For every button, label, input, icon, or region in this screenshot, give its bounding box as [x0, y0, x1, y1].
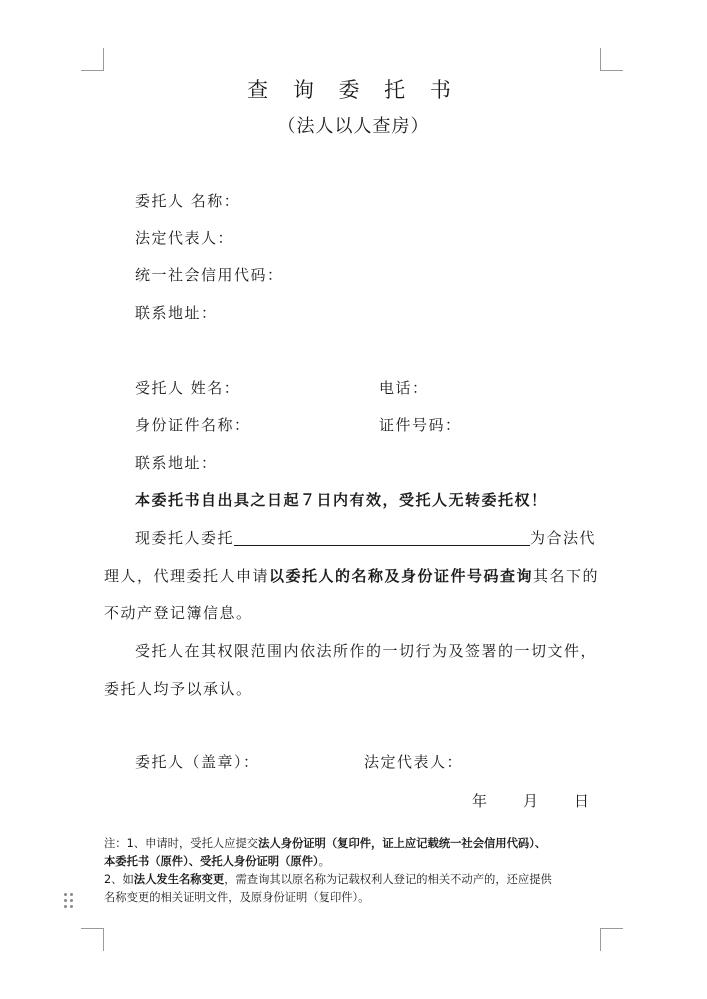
body-p2-line1: 受托人在其权限范围内依法所作的一切行为及签署的一切文件，: [135, 642, 598, 660]
agent-id-number-label: 证件号码：: [379, 416, 462, 434]
principal-name-label: 委托人 名称：: [135, 192, 241, 210]
agent-fill-in-blank: [234, 529, 530, 546]
notes-section: [104, 835, 609, 907]
note-2-prefix: 2、如: [104, 873, 134, 886]
page-corner-mark-bottom-left: [81, 928, 104, 951]
body-p1-line1: [135, 527, 596, 548]
note-1-line2-end: 。: [318, 855, 330, 868]
note-1-bold: 法人身份证明（复印件，证上应记载统一社会信用代码）、: [258, 837, 547, 850]
document-title: 查 询 委 托 书: [247, 78, 460, 102]
document-subtitle: （法人以人查房）: [277, 116, 430, 137]
page-corner-mark-top-left: [81, 48, 104, 71]
page-corner-mark-bottom-right: [600, 928, 623, 951]
agent-name-label: 受托人 姓名：: [135, 379, 241, 397]
note-1-line1: [104, 835, 609, 853]
note-2-line1: [104, 871, 609, 889]
principal-legal-rep-label: 法定代表人：: [135, 229, 235, 247]
body-p1-line1-after: 为合法代: [530, 529, 597, 547]
drag-handle-icon[interactable]: [63, 893, 75, 909]
note-1-line2: [104, 853, 609, 871]
note-2-bold: 法人发生名称变更: [133, 873, 225, 886]
signature-legal-rep-label: 法定代表人：: [364, 753, 464, 771]
body-p2-line2: 委托人均予以承认。: [104, 680, 253, 698]
agent-address-label: 联系地址：: [135, 454, 218, 472]
principal-address-label: 联系地址：: [135, 304, 218, 322]
principal-credit-code-label: 统一社会信用代码：: [135, 266, 284, 284]
body-p1-line2-bold: 以委托人的名称及身份证件号码查询: [269, 567, 534, 585]
date-month-label: 月: [523, 792, 539, 810]
principal-seal-label: 委托人（盖章）：: [135, 753, 260, 771]
agent-phone-label: 电话：: [379, 379, 429, 397]
note-2-line2: 名称变更的相关证明文件，及原身份证明（复印件）。: [104, 891, 370, 904]
body-p1-line2-start: 理人，代理委托人申请: [104, 567, 270, 585]
page-corner-mark-top-right: [600, 48, 623, 71]
body-p1-line2: [104, 565, 599, 586]
body-p1-line1-before: 现委托人委托: [135, 529, 235, 547]
date-day-label: 日: [574, 792, 590, 810]
note-1-line2-bold: 本委托书（原件）、受托人身份证明（原件）: [104, 855, 319, 868]
body-p1-line3: 不动产登记簿信息。: [104, 604, 253, 622]
note-2-rest: ，需查询其以原名称为记载权利人登记的相关不动产的，还应提供: [224, 873, 552, 886]
agent-id-type-label: 身份证件名称：: [135, 416, 251, 434]
date-year-label: 年: [472, 792, 488, 810]
validity-notice: 本委托书自出具之日起７日内有效，受托人无转委托权！: [135, 491, 548, 509]
body-p1-line2-end: 其名下的: [533, 567, 600, 585]
note-1-prefix: 注：1、申请时，受托人应提交: [104, 837, 259, 850]
